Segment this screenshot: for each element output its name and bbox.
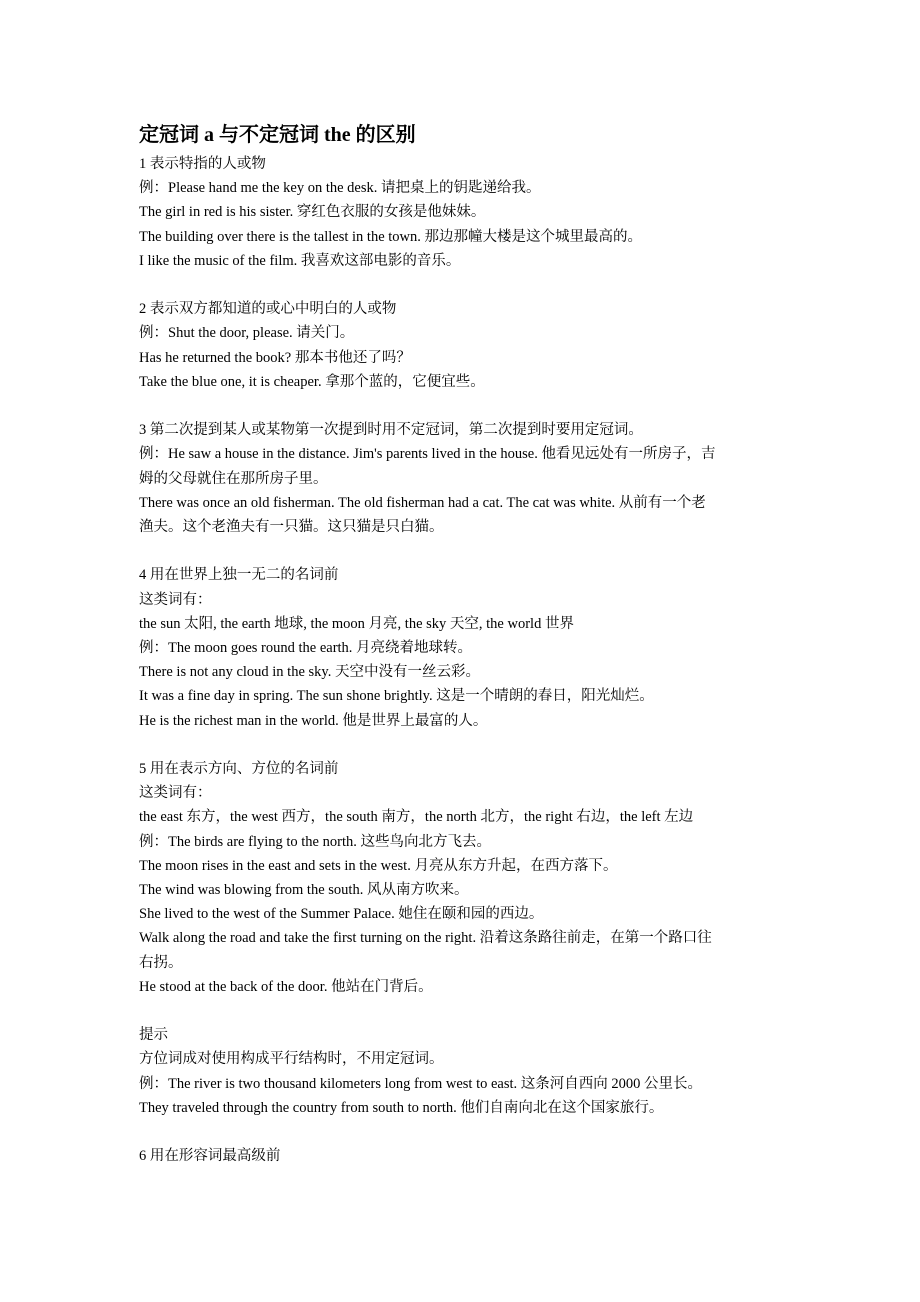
example-line: Walk along the road and take the first turning on the right. 沿着这条路往前走，在第一个路口往 [139,930,712,947]
example-line: 渔夫。这个老渔夫有一只猫。这只猫是只白猫。 [139,519,444,536]
example-line: They traveled through the country from south to north. 他们自南向北在这个国家旅行。 [139,1099,664,1116]
section-1 [139,152,789,273]
section-heading: 3 第二次提到某人或某物第一次提到时用不定冠词，第二次提到时要用定冠词。 [139,422,643,439]
example-line: There is not any cloud in the sky. 天空中没有一丝云彩。 [139,664,480,681]
section-heading: 2 表示双方都知道的或心中明白的人或物 [139,301,397,318]
example-line: The moon rises in the east and sets in the west. 月亮从东方升起，在西方落下。 [139,857,618,874]
word-list: the east 东方，the west 西方，the south 南方，the north 北方，the right 右边，the left 左边 [139,809,694,826]
section-5 [139,757,789,999]
section-heading: 5 用在表示方向、方位的名词前 [139,761,339,778]
example-line: Has he returned the book? 那本书他还了吗？ [139,349,411,366]
section-heading: 4 用在世界上独一无二的名词前 [139,567,339,584]
example-line: She lived to the west of the Summer Palace. 她住在颐和园的西边。 [139,906,544,923]
example-line: 例：The river is two thousand kilometers long from west to east. 这条河自西向 2000 公里长。 [139,1075,703,1092]
blank-line [139,394,789,418]
blank-line [139,733,789,757]
example-line: Take the blue one, it is cheaper. 拿那个蓝的，它便宜些。 [139,373,485,390]
example-line: 右拐。 [139,954,183,971]
section-3 [139,418,789,539]
blank-line [139,273,789,297]
example-line: 例：Shut the door, please. 请关门。 [139,325,355,342]
example-line: It was a fine day in spring. The sun shone brightly. 这是一个晴朗的春日，阳光灿烂。 [139,688,654,705]
example-line: The girl in red is his sister. 穿红色衣服的女孩是他妹妹。 [139,204,486,221]
section-6 [139,1144,789,1168]
example-line: 例：The birds are flying to the north. 这些鸟向北方飞去。 [139,833,491,850]
example-line: He is the richest man in the world. 他是世界上最富的人。 [139,712,488,729]
example-line: 例：He saw a house in the distance. Jim's parents lived in the house. 他看见远处有一所房子，吉 [139,446,716,463]
section-2 [139,297,789,394]
example-line: The wind was blowing from the south. 风从南方吹来。 [139,882,469,899]
intro-line: 这类词有： [139,591,212,608]
blank-line [139,1120,789,1144]
example-line: 姆的父母就住在那所房子里。 [139,470,328,487]
document-title: 定冠词 a 与不定冠词 the 的区别 [139,124,416,146]
document-page [139,120,789,1168]
example-line: 例：The moon goes round the earth. 月亮绕着地球转。 [139,640,473,657]
tip-text: 方位词成对使用构成平行结构时，不用定冠词。 [139,1051,444,1068]
example-line: 例：Please hand me the key on the desk. 请把桌上的钥匙递给我。 [139,180,541,197]
example-line: He stood at the back of the door. 他站在门背后。 [139,978,433,995]
blank-line [139,539,789,563]
example-line: The building over there is the tallest in the town. 那边那幢大楼是这个城里最高的。 [139,228,643,245]
word-list: the sun 太阳, the earth 地球, the moon 月亮, the sky 天空, the world 世界 [139,615,574,632]
section-4 [139,563,789,732]
example-line: There was once an old fisherman. The old fisherman had a cat. The cat was white. 从前有一个老 [139,494,706,511]
blank-line [139,999,789,1023]
intro-line: 这类词有： [139,785,212,802]
tip-heading: 提示 [139,1027,168,1044]
section-heading: 6 用在形容词最高级前 [139,1148,281,1165]
tip-section [139,1023,789,1120]
example-line: I like the music of the film. 我喜欢这部电影的音乐。 [139,252,461,269]
section-heading: 1 表示特指的人或物 [139,156,266,172]
